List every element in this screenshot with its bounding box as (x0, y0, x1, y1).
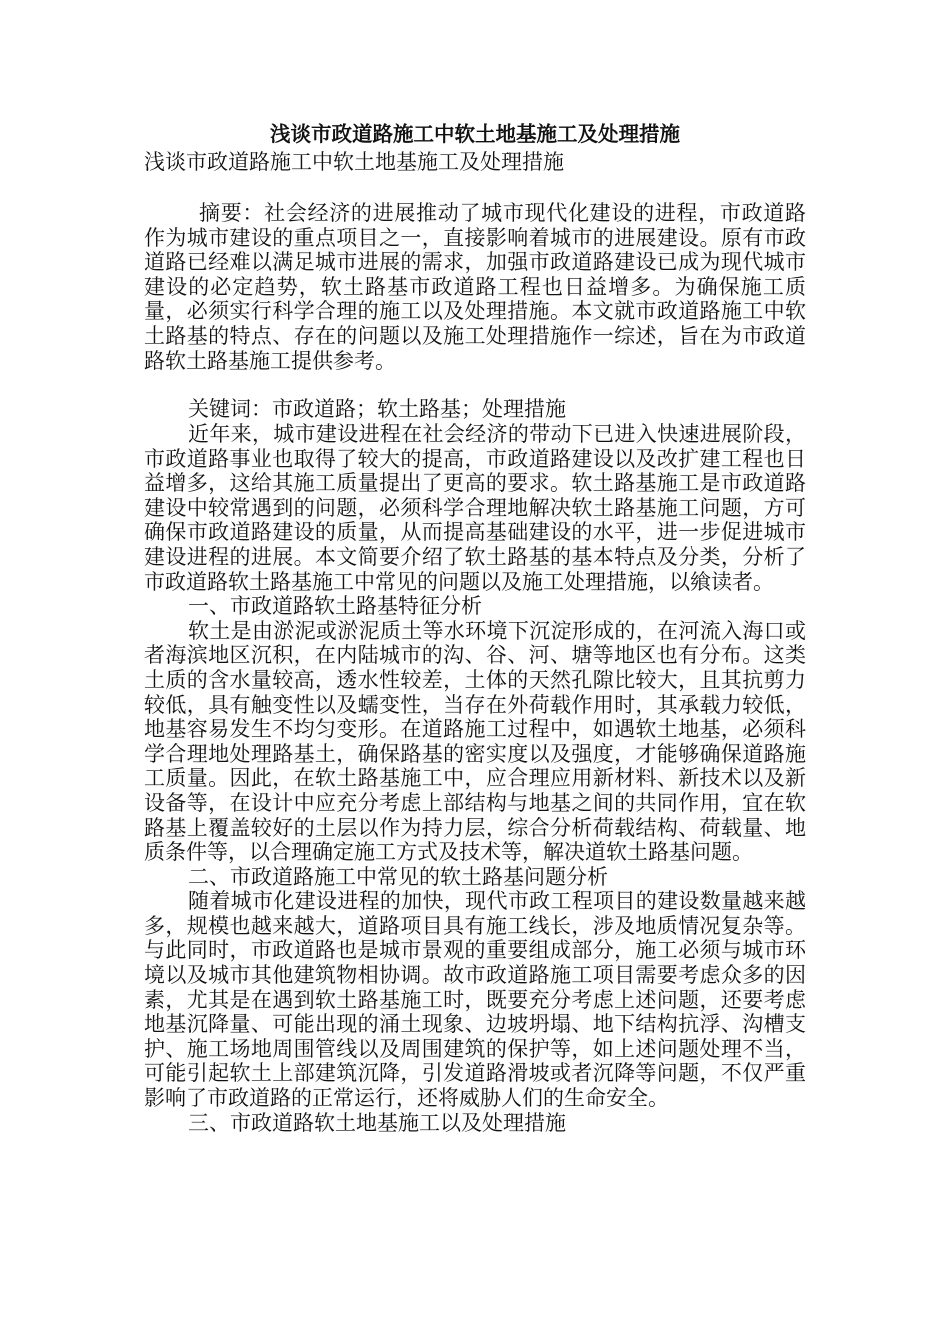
document-subtitle: 浅谈市政道路施工中软土地基施工及处理措施 (144, 150, 564, 174)
body-text (144, 422, 806, 1135)
section-heading-2: 二、市政道路施工中常见的软土路基问题分析 (188, 864, 608, 889)
body-paragraph: 软土是由淤泥或淤泥质土等水环境下沉淀形成的，在河流入海口或者海滨地区沉积，在内陆城市的沟、谷、河、塘等地区也有分布。这类土质的含水量较高，透水性较差，土体的天然孔隙比较大，且其抗剪力较低，具有触变性以及蠕变性，当存在外荷载作用时，其承载力较低，地基容易发生不均匀变形。在道路施工过程中，如遇软土地基，必须科学合理地处理路基土，确保路基的密实度以及强度，才能够确保道路施工质量。因此，在软土路基施工中，应合理应用新材料、新技术以及新设备等，在设计中应充分考虑上部结构与地基之间的共同作用，宜在软路基上覆盖较好的土层以作为持力层，综合分析荷载结构、荷载量、地质条件等，以合理确定施工方式及技术等，解决道软土路基问题。 (144, 618, 806, 865)
section-heading-3: 三、市政道路软土地基施工以及处理措施 (188, 1110, 566, 1135)
keywords-line: 关键词：市政道路；软土路基；处理措施 (188, 397, 566, 421)
section-heading-1: 一、市政道路软土路基特征分析 (188, 594, 482, 619)
intro-paragraph: 近年来，城市建设进程在社会经济的带动下已进入快速进展阶段，市政道路事业也取得了较大的提高，市政道路建设以及改扩建工程也日益增多，这给其施工质量提出了更高的要求。软土路基施工是市政道路建设中较常遇到的问题，必须科学合理地解决软土路基施工问题，方可确保市政道路建设的质量，从而提高基础建设的水平，进一步促进城市建设进程的进展。本文简要介绍了软土路基的基本特点及分类，分析了市政道路软土路基施工中常见的问题以及施工处理措施，以飨读者。 (144, 422, 806, 594)
document-title: 浅谈市政道路施工中软土地基施工及处理措施 (270, 122, 680, 146)
body-paragraph: 随着城市化建设进程的加快，现代市政工程项目的建设数量越来越多，规模也越来越大，道路项目具有施工线长，涉及地质情况复杂等。与此同时，市政道路也是城市景观的重要组成部分，施工必须与城市环境以及城市其他建筑物相协调。故市政道路施工项目需要考虑众多的因素，尤其是在遇到软土路基施工时，既要充分考虑上述问题，还要考虑地基沉降量、可能出现的涌土现象、边坡坍塌、地下结构抗浮、沟槽支护、施工场地周围管线以及周围建筑的保护等，如上述问题处理不当，可能引起软土上部建筑沉降，引发道路滑坡或者沉降等问题，不仅严重影响了市政道路的正常运行，还将威胁人们的生命安全。 (144, 889, 806, 1111)
abstract-paragraph: 摘要：社会经济的进展推动了城市现代化建设的进程，市政道路作为城市建设的重点项目之一，直接影响着城市的进展建设。原有市政道路已经难以满足城市进展的需求，加强市政道路建设已成为现代城市建设的必定趋势，软土路基市政道路工程也日益增多。为确保施工质量，必须实行科学合理的施工以及处理措施。本文就市政道路施工中软土路基的特点、存在的问题以及施工处理措施作一综述，旨在为市政道路软土路基施工提供参考。 (144, 201, 806, 373)
